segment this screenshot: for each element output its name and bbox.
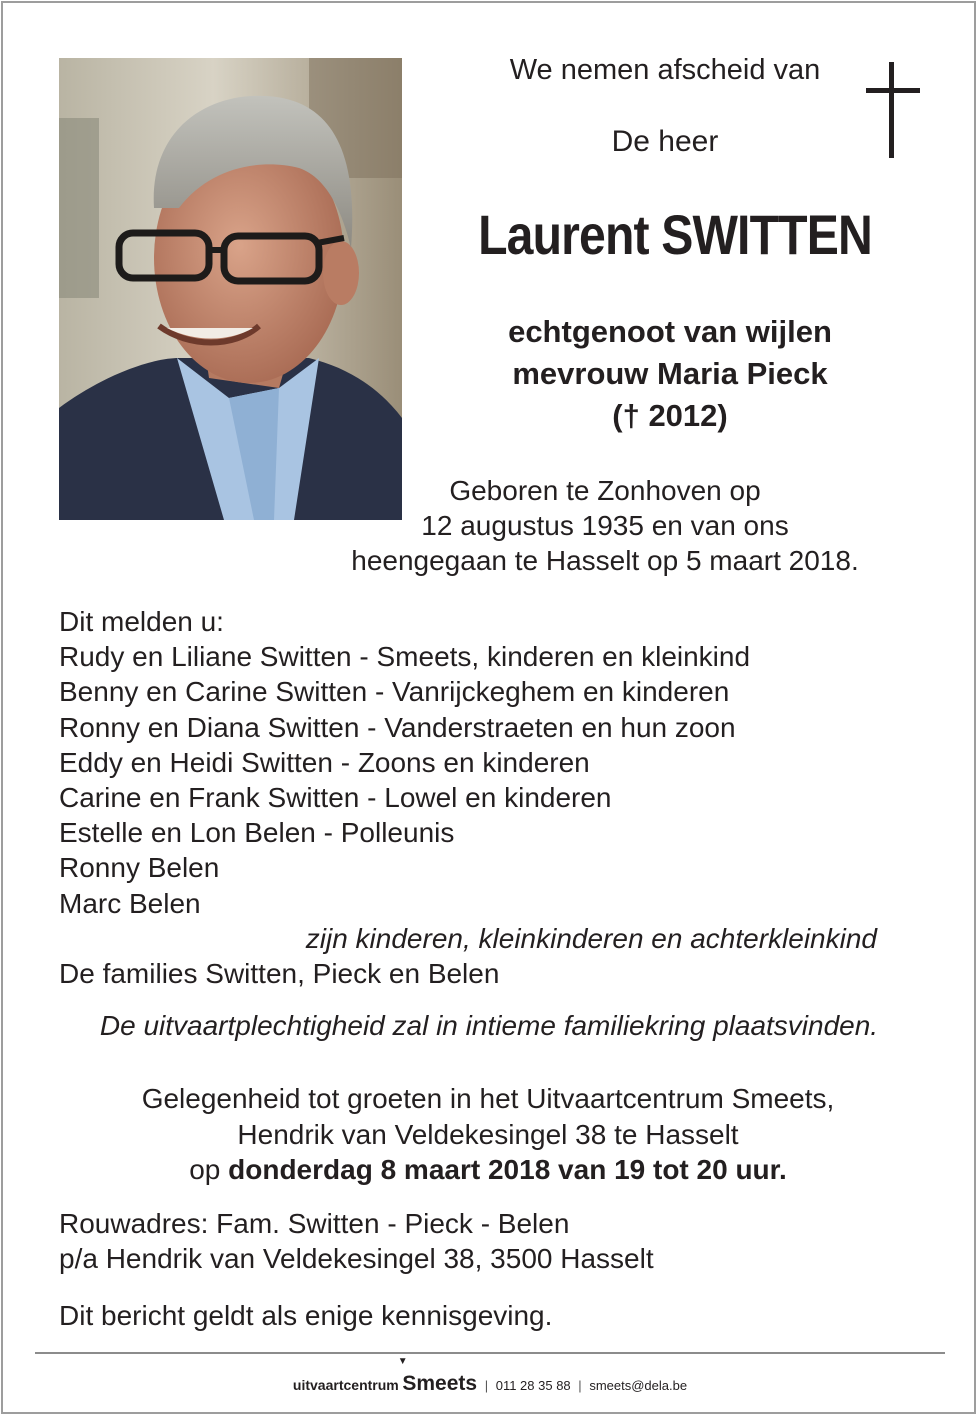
- family-member: Ronny en Diana Switten - Vanderstraeten en hun zoon: [59, 711, 736, 743]
- families-line: De families Switten, Pieck en Belen: [59, 958, 500, 990]
- birth-line-2: 12 augustus 1935 en van ons: [421, 510, 789, 541]
- family-list: [59, 604, 939, 991]
- spouse-line-3: († 2012): [612, 398, 728, 433]
- birth-line-1: Geboren te Zonhoven op: [449, 475, 761, 506]
- spouse-block: [440, 311, 900, 437]
- family-member: Carine en Frank Switten - Lowel en kinderen: [59, 782, 612, 814]
- visit-prefix: op: [189, 1154, 229, 1185]
- notice-text: Dit bericht geldt als enige kennisgeving.: [59, 1300, 553, 1331]
- triangle-down-icon: ▼: [397, 1356, 408, 1367]
- deceased-name: Laurent SWITTEN: [478, 203, 872, 266]
- portrait-photo: [59, 58, 402, 520]
- footer-brand-prefix: uitvaartcentrum: [292, 1377, 399, 1393]
- latin-cross-icon: [862, 60, 924, 160]
- address-line-1: Rouwadres: Fam. Switten - Pieck - Belen: [59, 1208, 570, 1239]
- brand-name-text: Smeets: [402, 1372, 478, 1395]
- footer-divider: [35, 1352, 945, 1354]
- visit-line-3: [30, 1152, 946, 1188]
- family-member: Marc Belen: [59, 887, 201, 919]
- address-line-2: p/a Hendrik van Veldekesingel 38, 3500 Hasselt: [59, 1243, 654, 1274]
- mourning-address: [59, 1206, 919, 1276]
- footer-brand-name: [397, 1356, 478, 1395]
- family-member: Estelle en Lon Belen - Polleunis: [59, 817, 455, 849]
- spouse-line-2: mevrouw Maria Pieck: [512, 356, 828, 391]
- ceremony-text: De uitvaartplechtigheid zal in intieme familiekring plaatsvinden.: [99, 1010, 879, 1041]
- family-member: Rudy en Liliane Switten - Smeets, kinderen en kleinkind: [59, 641, 751, 673]
- footer: [0, 1356, 980, 1396]
- spouse-line-1: echtgenoot van wijlen: [508, 314, 832, 349]
- footer-separator: |: [578, 1378, 582, 1393]
- footer-email[interactable]: smeets@dela.be: [589, 1378, 688, 1393]
- footer-phone: 011 28 35 88: [495, 1378, 571, 1393]
- honorific-title: De heer: [611, 125, 719, 158]
- visitation-block: [30, 1081, 946, 1188]
- birth-line-3: heengegaan te Hasselt op 5 maart 2018.: [351, 545, 859, 576]
- family-intro: Dit melden u:: [59, 606, 224, 637]
- visit-line-1: Gelegenheid tot groeten in het Uitvaartcentrum Smeets,: [141, 1083, 835, 1114]
- family-member: Eddy en Heidi Switten - Zoons en kinderen: [59, 746, 590, 778]
- family-relation: zijn kinderen, kleinkinderen en achterkleinkind: [305, 922, 877, 954]
- family-member: Ronny Belen: [59, 852, 220, 884]
- birth-block: [300, 473, 910, 578]
- footer-separator: |: [484, 1378, 489, 1393]
- visit-line-2: Hendrik van Veldekesingel 38 te Hasselt: [237, 1118, 739, 1150]
- visit-datetime: donderdag 8 maart 2018 van 19 tot 20 uur.: [228, 1154, 787, 1185]
- intro-text: We nemen afscheid van: [509, 54, 821, 86]
- family-member: Benny en Carine Switten - Vanrijckeghem en kinderen: [59, 676, 730, 708]
